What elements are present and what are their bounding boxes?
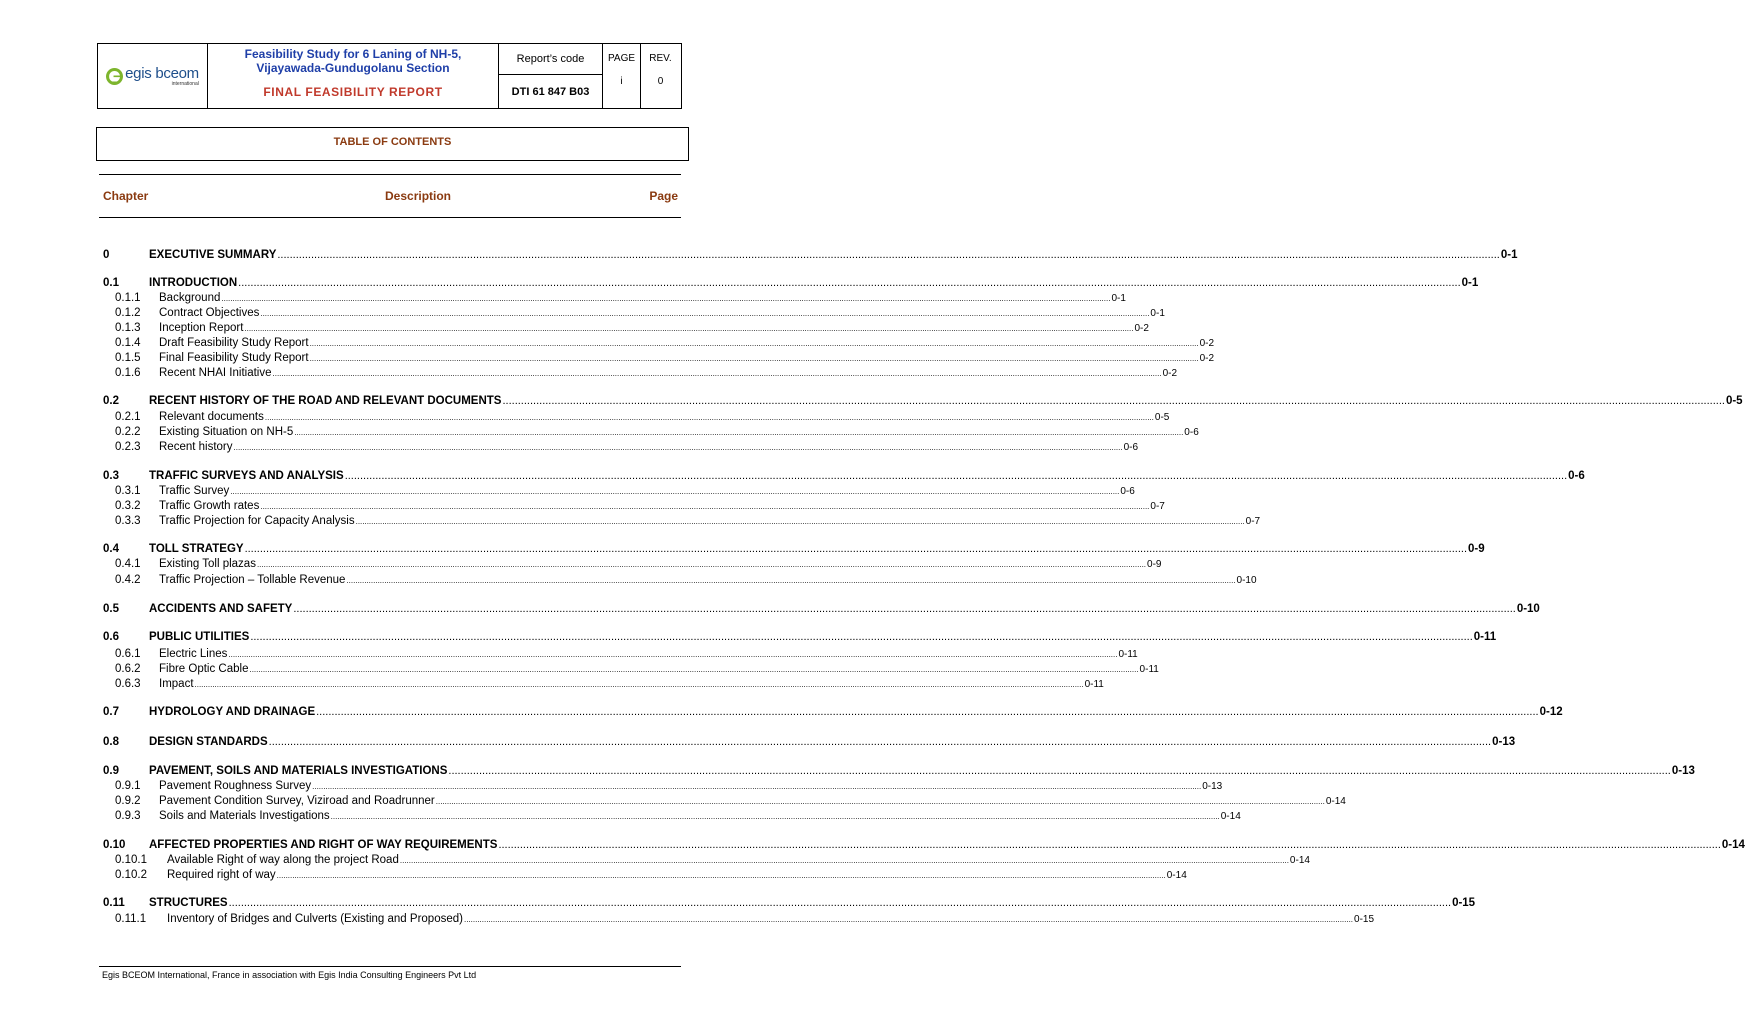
dot-leader: ................................................................................................................................................................................................................................................................................................................................................................................................................ <box>330 812 1220 821</box>
toc-entry-page: 0-14 <box>1166 870 1187 881</box>
toc-entry-number: 0.3.3 <box>115 515 141 527</box>
dot-leader: ................................................................................................................................................................................................................................................................................................................................................................................................................ <box>312 782 1202 791</box>
toc-entry-number: 0.9.3 <box>115 810 141 822</box>
dot-leader: ................................................................................................................................................................................................................................................................................................................................................................................................................ <box>221 294 1111 303</box>
toc-entry <box>0 854 1310 869</box>
toc-entry-page: 0-1 <box>1461 277 1479 289</box>
toc-entry-number: 0.10.1 <box>115 854 147 866</box>
dot-leader: ................................................................................................................................................................................................................................................................................................................................................................................................................ <box>268 736 1492 748</box>
dot-leader: ................................................................................................................................................................................................................................................................................................................................................................................................................ <box>250 631 1473 643</box>
egis-logo-icon <box>106 68 123 85</box>
toc-entry <box>0 441 1139 456</box>
toc-entry-title: Pavement Condition Survey, Viziroad and Roadrunner <box>159 795 435 807</box>
toc-entry <box>0 322 1149 337</box>
dot-leader: ................................................................................................................................................................................................................................................................................................................................................................................................................ <box>230 487 1120 496</box>
toc-entry <box>0 795 1346 810</box>
toc-entry-page: 0-2 <box>1162 368 1178 379</box>
toc-entry-number: 0.2.3 <box>115 441 141 453</box>
toc-entry-number: 0.9.2 <box>115 795 141 807</box>
toc-entry-page: 0-1 <box>1111 293 1126 304</box>
dot-leader: ................................................................................................................................................................................................................................................................................................................................................................................................................ <box>276 871 1166 880</box>
toc-entry-page: 0-12 <box>1539 706 1563 718</box>
toc-entry-number: 0.1 <box>103 277 119 289</box>
toc-entry <box>0 395 1743 410</box>
divider <box>99 217 681 218</box>
toc-entry-title: Fibre Optic Cable <box>159 663 249 675</box>
toc-entry-title: TRAFFIC SURVEYS AND ANALYSIS <box>149 470 344 482</box>
dot-leader: ................................................................................................................................................................................................................................................................................................................................................................................................................ <box>272 369 1162 378</box>
toc-entry <box>0 249 1518 264</box>
toc-entry-page: 0-9 <box>1147 559 1162 570</box>
dot-leader: ................................................................................................................................................................................................................................................................................................................................................................................................................ <box>228 650 1118 659</box>
toc-entry <box>0 678 1104 693</box>
dot-leader: ................................................................................................................................................................................................................................................................................................................................................................................................................ <box>498 839 1721 851</box>
toc-entry-page: 0-11 <box>1084 679 1104 690</box>
dot-leader: ................................................................................................................................................................................................................................................................................................................................................................................................................ <box>448 765 1671 777</box>
toc-entry-page: 0-1 <box>1150 308 1165 319</box>
toc-entry-page: 0-7 <box>1150 501 1165 512</box>
dot-leader: ................................................................................................................................................................................................................................................................................................................................................................................................................ <box>463 915 1354 924</box>
dot-leader: ................................................................................................................................................................................................................................................................................................................................................................................................................ <box>293 603 1516 615</box>
toc-entry-page: 0-13 <box>1202 781 1223 792</box>
toc-entry-page: 0-5 <box>1725 395 1743 407</box>
toc-entry <box>0 839 1745 854</box>
toc-entry <box>0 574 1257 589</box>
toc-entry-page: 0-11 <box>1139 664 1159 675</box>
toc-entry <box>0 470 1585 485</box>
toc-entry-title: Inception Report <box>159 322 244 334</box>
toc-entry-title: EXECUTIVE SUMMARY <box>149 249 277 261</box>
column-header-page: Page <box>649 189 678 203</box>
dot-leader: ................................................................................................................................................................................................................................................................................................................................................................................................................ <box>238 277 1461 289</box>
toc-entry-page: 0-13 <box>1671 765 1695 777</box>
toc-title: TABLE OF CONTENTS <box>96 127 689 161</box>
dot-leader: ................................................................................................................................................................................................................................................................................................................................................................................................................ <box>194 680 1084 689</box>
toc-entry-page: 0-14 <box>1289 855 1310 866</box>
toc-entry-page: 0-14 <box>1325 796 1346 807</box>
toc-entry-title: Traffic Growth rates <box>159 500 260 512</box>
toc-entry-title: Recent NHAI Initiative <box>159 367 272 379</box>
toc-entry-number: 0.1.3 <box>115 322 141 334</box>
dot-leader: ................................................................................................................................................................................................................................................................................................................................................................................................................ <box>309 339 1199 348</box>
page-footer: Egis BCEOM International, France in association with Egis India Consulting Engineers Pvt Ltd <box>102 970 477 980</box>
toc-entry-number: 0.5 <box>103 603 119 615</box>
toc-entry-number: 0.3 <box>103 470 119 482</box>
report-code-label: Report’s code <box>499 44 602 75</box>
toc-entry <box>0 411 1170 426</box>
toc-entry-number: 0.1.1 <box>115 292 141 304</box>
revision-value: 0 <box>657 76 664 87</box>
divider <box>99 174 681 175</box>
toc-entry-title: Background <box>159 292 221 304</box>
logo-cell <box>98 44 208 108</box>
dot-leader: ................................................................................................................................................................................................................................................................................................................................................................................................................ <box>264 413 1154 422</box>
page-value: i <box>620 76 623 87</box>
toc-entry-page: 0-2 <box>1199 353 1215 364</box>
toc-entry-title: HYDROLOGY AND DRAINAGE <box>149 706 316 718</box>
toc-entry-number: 0.10.2 <box>115 869 147 881</box>
toc-entry-number: 0.2.1 <box>115 411 141 423</box>
toc-entry <box>0 500 1165 515</box>
toc-entry-number: 0.11.1 <box>115 913 147 925</box>
toc-entry-title: TOLL STRATEGY <box>149 543 244 555</box>
toc-entry-page: 0-11 <box>1118 649 1138 660</box>
toc-entry <box>0 869 1187 884</box>
toc-entry-number: 0.10 <box>103 839 126 851</box>
dot-leader: ................................................................................................................................................................................................................................................................................................................................................................................................................ <box>346 576 1236 585</box>
toc-entry-page: 0-6 <box>1184 427 1199 438</box>
toc-entry-number: 0.1.4 <box>115 337 141 349</box>
toc-entry-number: 0.3.1 <box>115 485 141 497</box>
toc-entry <box>0 765 1695 780</box>
revision-cell <box>641 44 680 108</box>
toc-entry <box>0 736 1516 751</box>
dot-leader: ................................................................................................................................................................................................................................................................................................................................................................................................................ <box>435 797 1325 806</box>
toc-entry-page: 0-6 <box>1568 470 1585 482</box>
dot-leader: ................................................................................................................................................................................................................................................................................................................................................................................................................ <box>344 470 1568 482</box>
toc-entry-title: Final Feasibility Study Report <box>159 352 309 364</box>
report-title: FINAL FEASIBILITY REPORT <box>263 85 443 99</box>
toc-entry-number: 0.4.1 <box>115 558 141 570</box>
toc-entry-number: 0.6.2 <box>115 663 141 675</box>
toc-entry-title: STRUCTURES <box>149 897 228 909</box>
dot-leader: ................................................................................................................................................................................................................................................................................................................................................................................................................ <box>260 309 1150 318</box>
study-title-line2: Vijayawada-Gundugolanu Section <box>256 61 450 75</box>
toc-entry <box>0 292 1126 307</box>
toc-entry-number: 0.3.2 <box>115 500 141 512</box>
toc-entry <box>0 337 1215 352</box>
footer-divider <box>99 966 681 967</box>
toc-entry-title: Traffic Survey <box>159 485 230 497</box>
toc-entry-number: 0.9.1 <box>115 780 141 792</box>
toc-entry-number: 0.7 <box>103 706 119 718</box>
dot-leader: ................................................................................................................................................................................................................................................................................................................................................................................................................ <box>294 428 1184 437</box>
toc-entry-title: RECENT HISTORY OF THE ROAD AND RELEVANT DOCUMENTS <box>149 395 502 407</box>
toc-entry <box>0 663 1159 678</box>
column-header-chapter: Chapter <box>103 189 149 203</box>
toc-entry-page: 0-2 <box>1199 338 1215 349</box>
toc-entry-title: INTRODUCTION <box>149 277 238 289</box>
document-header <box>97 43 682 109</box>
dot-leader: ................................................................................................................................................................................................................................................................................................................................................................................................................ <box>399 856 1289 865</box>
revision-label: REV. <box>649 53 672 64</box>
toc-entry-title: Impact <box>159 678 194 690</box>
toc-entry-title: Traffic Projection for Capacity Analysis <box>159 515 355 527</box>
toc-entry-number: 0.2.2 <box>115 426 141 438</box>
toc-entry <box>0 706 1563 721</box>
dot-leader: ................................................................................................................................................................................................................................................................................................................................................................................................................ <box>256 560 1147 569</box>
toc-entry <box>0 631 1497 646</box>
toc-entry-number: 0.4 <box>103 543 119 555</box>
toc-entry-page: 0-10 <box>1516 603 1540 615</box>
dot-leader: ................................................................................................................................................................................................................................................................................................................................................................................................................ <box>260 502 1150 511</box>
toc-entry-title: Pavement Roughness Survey <box>159 780 312 792</box>
toc-entry <box>0 810 1241 825</box>
dot-leader: ................................................................................................................................................................................................................................................................................................................................................................................................................ <box>316 706 1539 718</box>
toc-entry-page: 0-15 <box>1354 914 1375 925</box>
toc-entry-title: Relevant documents <box>159 411 264 423</box>
toc-entry <box>0 352 1215 367</box>
toc-entry <box>0 543 1485 558</box>
dot-leader: ................................................................................................................................................................................................................................................................................................................................................................................................................ <box>355 517 1245 526</box>
toc-entry-page: 0-11 <box>1473 631 1497 643</box>
page-label: PAGE <box>607 53 636 64</box>
report-code-cell <box>499 44 603 108</box>
toc-entry-title: ACCIDENTS AND SAFETY <box>149 603 293 615</box>
toc-entry-number: 0.2 <box>103 395 119 407</box>
toc-entry-title: Available Right of way along the project Road <box>167 854 399 866</box>
toc-entry-title: PUBLIC UTILITIES <box>149 631 250 643</box>
toc-entry-title: Inventory of Bridges and Culverts (Existing and Proposed) <box>167 913 463 925</box>
dot-leader: ................................................................................................................................................................................................................................................................................................................................................................................................................ <box>309 354 1199 363</box>
toc-entry-page: 0-7 <box>1245 516 1261 527</box>
toc-entry <box>0 603 1540 618</box>
toc-entry-number: 0.1.2 <box>115 307 141 319</box>
toc-entry-page: 0-14 <box>1721 839 1745 851</box>
toc-entry-title: Existing Toll plazas <box>159 558 256 570</box>
toc-entry-title: AFFECTED PROPERTIES AND RIGHT OF WAY REQUIREMENTS <box>149 839 498 851</box>
toc-entry-title: Required right of way <box>167 869 276 881</box>
dot-leader: ................................................................................................................................................................................................................................................................................................................................................................................................................ <box>233 443 1123 452</box>
toc-entry <box>0 277 1479 292</box>
toc-entry-page: 0-9 <box>1468 543 1485 555</box>
toc-entry <box>0 897 1476 912</box>
toc-entry-page: 0-5 <box>1154 412 1170 423</box>
dot-leader: ................................................................................................................................................................................................................................................................................................................................................................................................................ <box>244 543 1468 555</box>
dot-leader: ................................................................................................................................................................................................................................................................................................................................................................................................................ <box>502 395 1725 407</box>
toc-entry <box>0 307 1165 322</box>
toc-entry <box>0 515 1261 530</box>
toc-entry-title: Electric Lines <box>159 648 228 660</box>
toc-entry-number: 0.11 <box>103 897 125 909</box>
logo-subtitle: international <box>171 80 199 87</box>
toc-entry-title: Existing Situation on NH-5 <box>159 426 294 438</box>
toc-entry-page: 0-14 <box>1220 811 1241 822</box>
toc-entry-title: Traffic Projection – Tollable Revenue <box>159 574 346 586</box>
toc-entry-number: 0 <box>103 249 110 261</box>
toc-entry-number: 0.1.6 <box>115 367 141 379</box>
toc-entry-page: 0-10 <box>1236 575 1257 586</box>
toc-entry-number: 0.6.1 <box>115 648 141 660</box>
dot-leader: ................................................................................................................................................................................................................................................................................................................................................................................................................ <box>244 324 1134 333</box>
toc-entry <box>0 367 1178 382</box>
toc-entry-number: 0.4.2 <box>115 574 141 586</box>
toc-entry <box>0 780 1223 795</box>
toc-entry-title: DESIGN STANDARDS <box>149 736 268 748</box>
title-cell <box>208 44 499 108</box>
toc-entry-number: 0.6 <box>103 631 119 643</box>
toc-entry-page: 0-2 <box>1134 323 1149 334</box>
toc-entry <box>0 485 1135 500</box>
toc-entry-number: 0.9 <box>103 765 119 777</box>
page-cell <box>603 44 641 108</box>
logo-name: egis bceom <box>125 64 199 82</box>
toc-entry-page: 0-15 <box>1452 897 1476 909</box>
toc-entry-page: 0-1 <box>1500 249 1518 261</box>
toc-entry-page: 0-6 <box>1120 486 1135 497</box>
toc-entry-page: 0-6 <box>1123 442 1139 453</box>
toc-entry <box>0 648 1138 663</box>
toc-entry-number: 0.1.5 <box>115 352 141 364</box>
toc-entry-title: Soils and Materials Investigations <box>159 810 330 822</box>
toc-entry-number: 0.6.3 <box>115 678 141 690</box>
column-header-description: Description <box>385 189 452 203</box>
toc-entry-page: 0-13 <box>1492 736 1516 748</box>
dot-leader: ................................................................................................................................................................................................................................................................................................................................................................................................................ <box>249 665 1139 674</box>
toc-entry-title: Contract Objectives <box>159 307 260 319</box>
dot-leader: ................................................................................................................................................................................................................................................................................................................................................................................................................ <box>228 897 1452 909</box>
toc-entry-title: PAVEMENT, SOILS AND MATERIALS INVESTIGATIONS <box>149 765 448 777</box>
company-logo <box>106 66 199 87</box>
dot-leader: ................................................................................................................................................................................................................................................................................................................................................................................................................ <box>277 249 1500 261</box>
toc-entry <box>0 913 1375 928</box>
toc-entry <box>0 426 1199 441</box>
toc-entry-number: 0.8 <box>103 736 119 748</box>
toc-entry <box>0 558 1162 573</box>
toc-entry-title: Draft Feasibility Study Report <box>159 337 309 349</box>
study-title-line1: Feasibility Study for 6 Laning of NH-5, <box>244 47 462 61</box>
toc-entry-title: Recent history <box>159 441 233 453</box>
report-code-value: DTI 61 847 B03 <box>511 85 590 98</box>
